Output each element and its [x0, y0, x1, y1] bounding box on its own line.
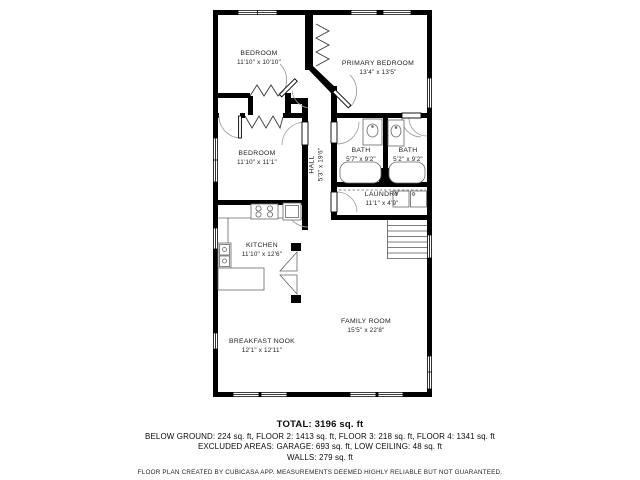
- summary-walls: WALLS: 279 sq. ft: [287, 452, 353, 462]
- door-leaf-closet: [239, 116, 242, 138]
- room-name: KITCHEN: [246, 242, 278, 249]
- window-left-kitchen: [213, 228, 218, 249]
- window-left-nook: [213, 333, 218, 349]
- kitchen-fixtures: [218, 203, 302, 294]
- summary-excluded: EXCLUDED AREAS: GARAGE: 693 sq. ft, LOW CEILING: 48 sq. ft: [197, 442, 443, 451]
- window-top-primary-1: [351, 10, 377, 15]
- kitchen-peninsula: [218, 268, 264, 290]
- bifold-primary-closet: [316, 24, 329, 66]
- bathtub-right: [389, 162, 425, 183]
- room-name: BATH: [398, 147, 418, 154]
- window-right-stairs: [427, 235, 432, 258]
- room-name: BATH: [351, 147, 371, 154]
- kitchen-door-leaf-lower: [280, 275, 297, 294]
- window-bottom-nook-2: [261, 392, 287, 397]
- room-dims: 11'10" x 11'1": [237, 158, 277, 166]
- window-right-primary: [427, 78, 432, 108]
- window-bottom-family-1: [350, 392, 376, 397]
- room-dims: 15'5" x 22'8": [347, 326, 385, 334]
- room-name: FAMILY ROOM: [341, 318, 391, 325]
- room-name: PRIMARY BEDROOM: [341, 60, 415, 67]
- vanity-bath-right: [388, 120, 404, 146]
- window-bottom-nook-1: [233, 392, 259, 397]
- room-dims: 13'4" x 13'5": [359, 68, 397, 76]
- window-left-bedroom: [213, 138, 218, 182]
- door-leaf-laundry: [331, 192, 337, 212]
- room-name: LAUNDRY: [364, 191, 400, 198]
- bathtub-left: [340, 162, 381, 183]
- room-dims: 12'1" x 12'11": [241, 346, 283, 354]
- door-leaf-bedroom-mid: [302, 122, 308, 145]
- door-leaf-bath-left: [331, 122, 337, 143]
- dryer: [411, 191, 427, 207]
- room-name: BREAKFAST NOOK: [228, 338, 296, 345]
- summary-disclaimer: FLOOR PLAN CREATED BY CUBICASA APP. MEASUREMENTS DEEMED HIGHLY RELIABLE BUT NOT GUARANTEED.: [137, 468, 503, 476]
- window-top-primary-2: [383, 10, 411, 15]
- window-right-family: [427, 356, 432, 389]
- bifold-bedroom-mid-closet: [245, 116, 283, 128]
- room-dims: 11'10" x 12'6": [241, 250, 283, 258]
- area-summary: [0, 419, 640, 476]
- summary-total: TOTAL: 3196 sq. ft: [276, 419, 364, 430]
- door-leaf-bath-right: [402, 113, 421, 118]
- room-dims: 11'1" x 4'9": [365, 199, 399, 207]
- washer: [393, 191, 409, 207]
- kitchen-door-leaf-upper: [280, 252, 297, 271]
- room-name: BEDROOM: [240, 50, 278, 57]
- staircase: [388, 220, 428, 259]
- room-dims: 5'2" x 9'2": [393, 155, 423, 163]
- interior-walls: [213, 10, 432, 303]
- summary-floors: BELOW GROUND: 224 sq. ft, FLOOR 2: 1413 sq. ft, FLOOR 3: 218 sq. ft, FLOOR 4: 1341 sq. ft: [145, 431, 495, 441]
- room-name: BEDROOM: [238, 150, 276, 157]
- room-dims: 5'3" x 19'6": [317, 147, 325, 182]
- room-name: HALL: [308, 155, 316, 174]
- kitchen-sink: [218, 243, 231, 268]
- vanity-bath-left: [363, 119, 382, 145]
- window-bottom-family-2: [378, 392, 403, 397]
- stove: [251, 204, 278, 219]
- room-dims: 11'10" x 10'10": [236, 58, 282, 66]
- window-top-bedroom: [238, 10, 277, 15]
- room-dims: 5'7" x 9'2": [346, 155, 376, 163]
